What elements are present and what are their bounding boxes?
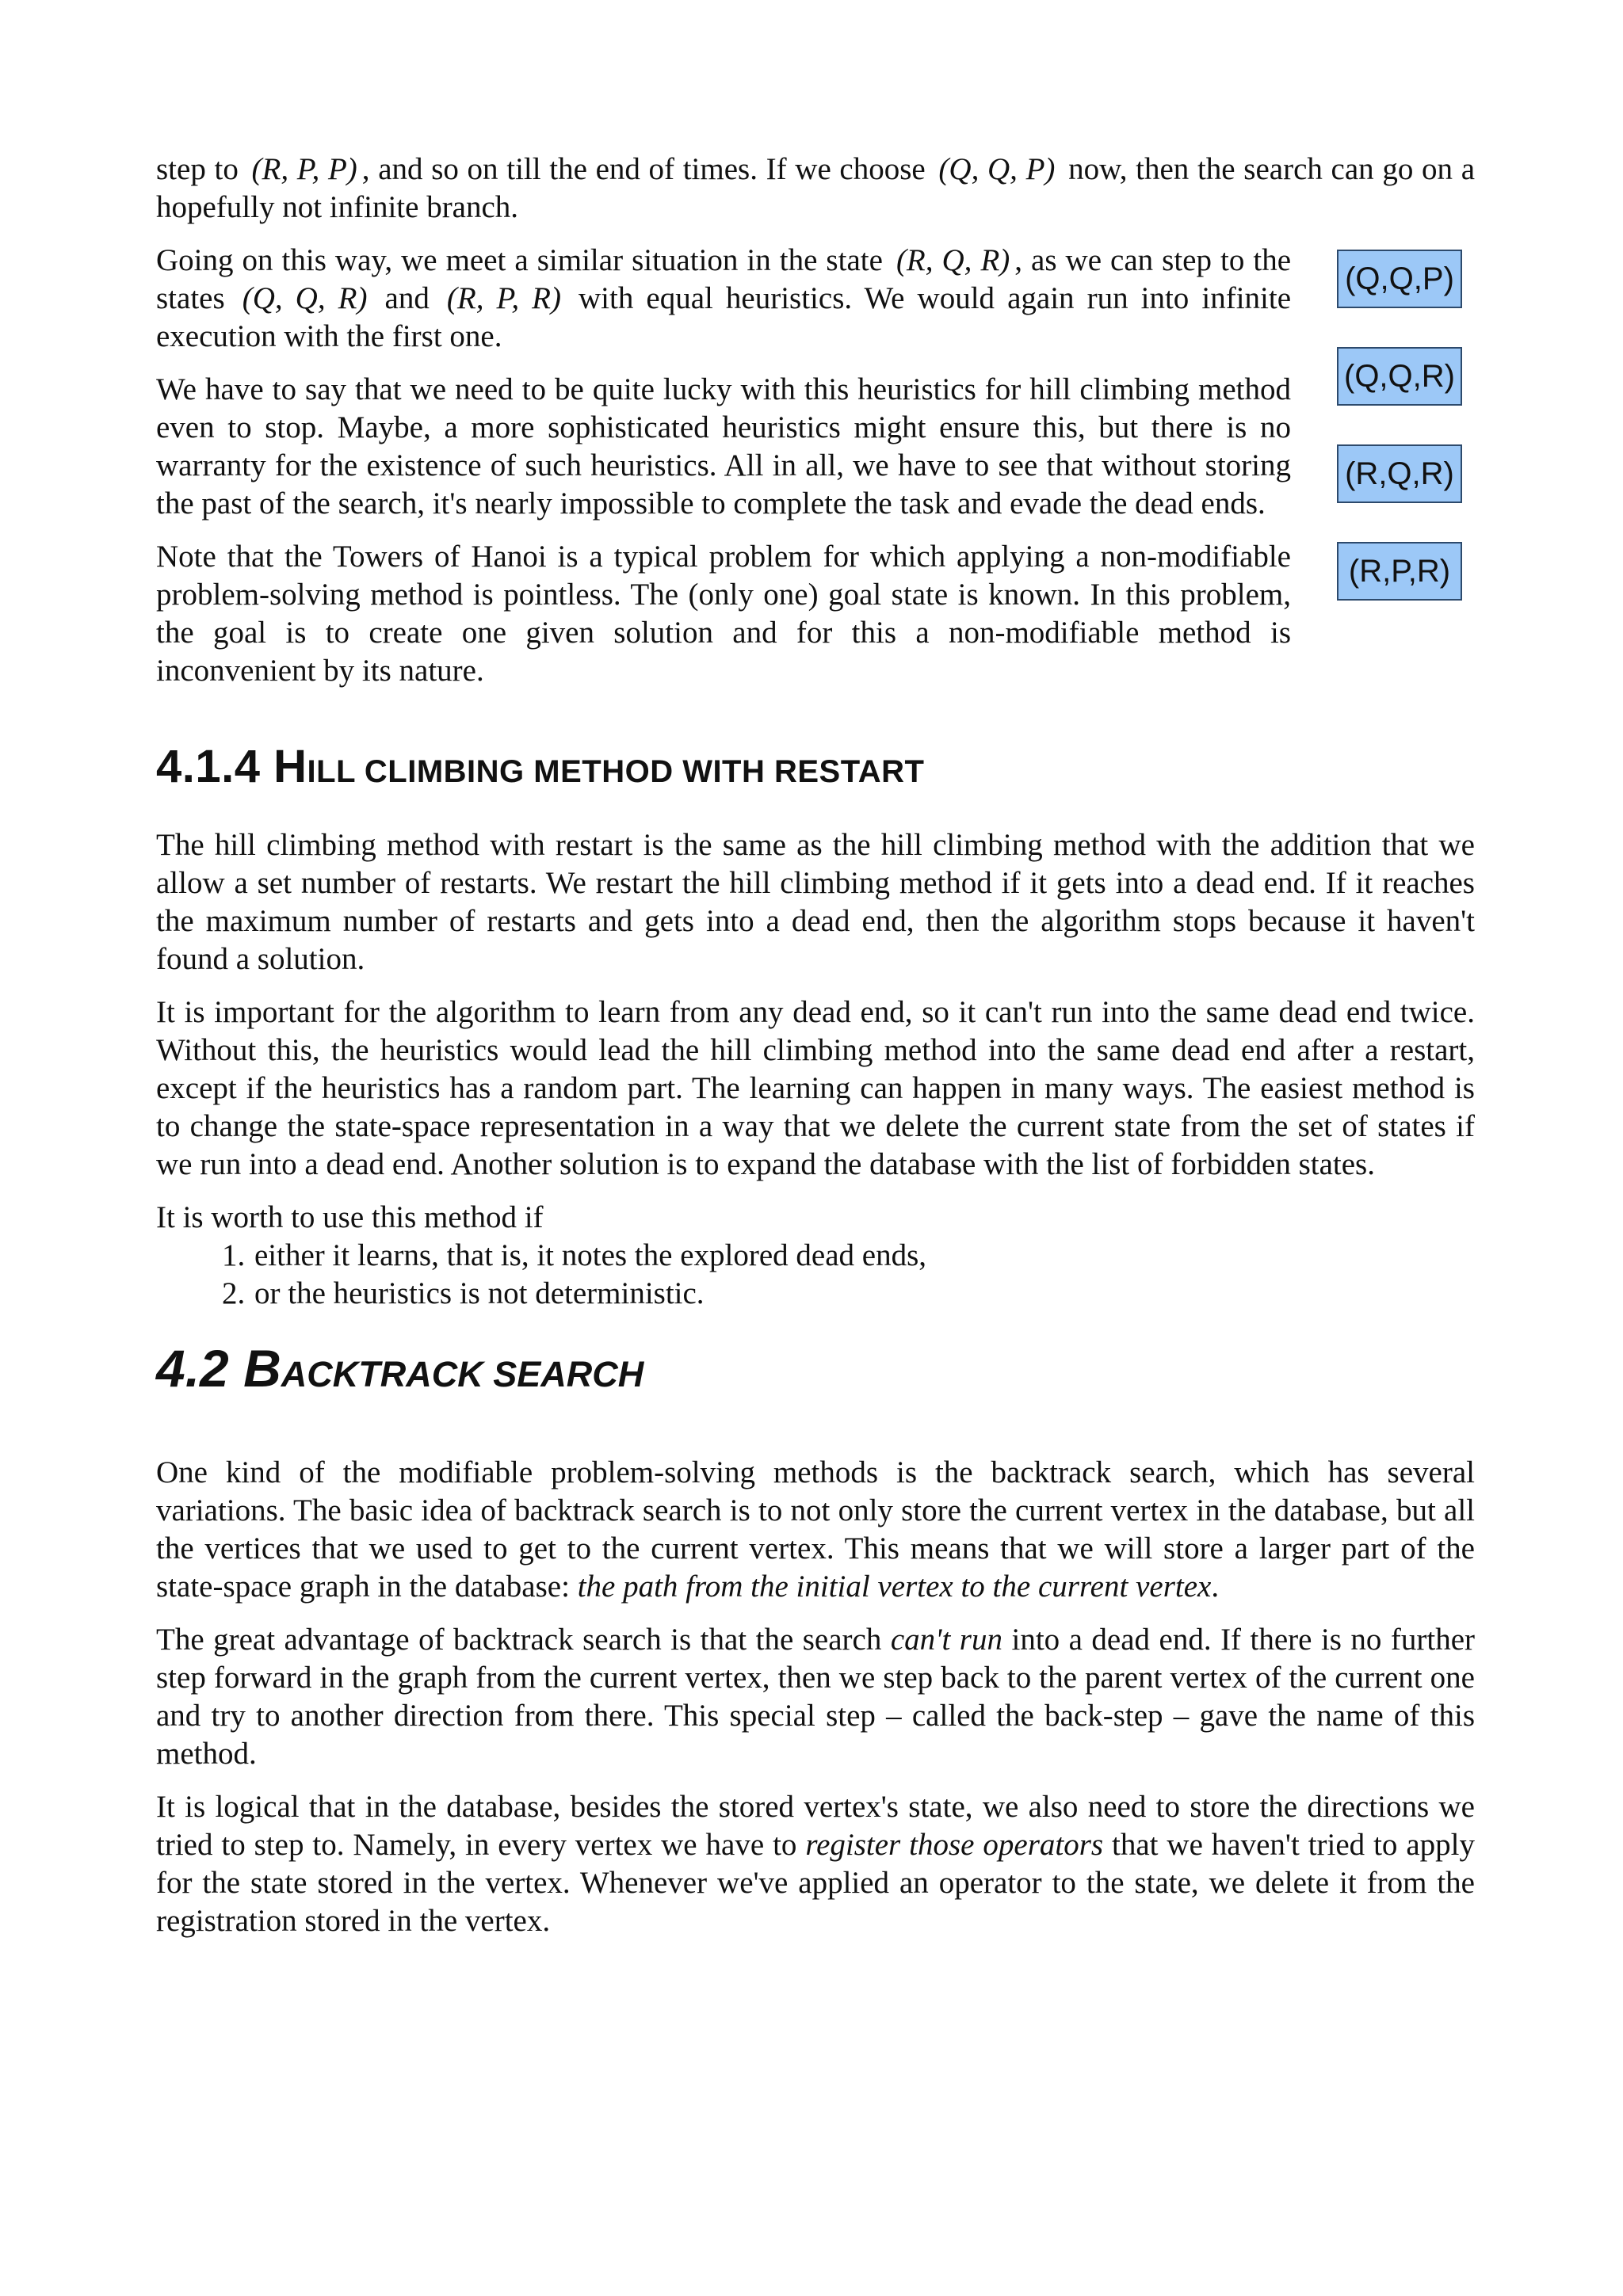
page-content <box>156 151 1475 1940</box>
paragraph-restart-1: The hill climbing method with restart is the same as the hill climbing method with the addition that we allow a set number of restarts. We restart the hill climbing method if it gets into a dead end. If it reaches the maximum number of restarts and gets into a dead end, then the algorithm stops because it haven't found a solution. <box>156 828 1475 976</box>
paragraph-backtrack-1: One kind of the modifiable problem-solving methods is the backtrack search, which has several variations. The basic idea of backtrack search is to not only store the current vertex in the database, but all the vertices that we used to get to the current vertex. This means that we will store a larger part of the state-space graph in the database: the path from the initial vertex to the current vertex. <box>156 1455 1475 1604</box>
state-sequence-figure <box>1324 250 1475 639</box>
paragraph-restart-2: It is important for the algorithm to learn from any dead end, so it can't run into the same dead end twice. Without this, the heuristics would lead the hill climbing method into the same dead end after a restart, except if the heuristics has a random part. The learning can happen in many ways. The easiest method is to change the state-space representation in a way that we delete the current state from the set of states if we run into a dead end. Another solution is to expand the database with the list of forbidden states. <box>156 995 1475 1181</box>
worth-list <box>156 1237 1475 1313</box>
state-box: (Q,Q,P) <box>1337 250 1462 308</box>
math-state-rpr: (R, P, R) <box>446 281 561 315</box>
state-box: (R,P,R) <box>1337 542 1462 601</box>
paragraph-worth: It is worth to use this method if <box>156 1200 544 1234</box>
paragraph-backtrack-2: The great advantage of backtrack search is that the search can't run into a dead end. If there is no further step forward in the graph from the current vertex, then we step back to the parent vertex of the current one and try to another direction from there. This special step – called the back-step – gave the name of this method. <box>156 1623 1476 1771</box>
list-item: 1. either it learns, that is, it notes the explored dead ends, <box>253 1237 1475 1275</box>
paragraph-step-to: step to (R, P, P) , and so on till the end of times. If we choose (Q, Q, P) now, then the search can go on a hopefully not infinite branch. <box>156 152 1476 224</box>
section-heading-4-1-4: 4.1.4 HILL CLIMBING METHOD WITH RESTART <box>156 741 925 792</box>
list-item: 2. or the heuristics is not deterministic. <box>253 1275 1475 1313</box>
paragraph-backtrack-3: It is logical that in the database, besides the stored vertex's state, we also need to store the directions we tried to step to. Namely, in every vertex we have to register those operators that we haven't tried to apply for the state stored in the vertex. Whenever we've applied an operator to the state, we delete it from the registration stored in the vertex. <box>156 1790 1475 1938</box>
state-box: (Q,Q,R) <box>1337 347 1462 406</box>
math-state-rpp: (R, P, P) <box>251 152 357 186</box>
math-state-qqr: (Q, Q, R) <box>242 281 368 315</box>
paragraph-lucky: We have to say that we need to be quite lucky with this heuristics for hill climbing method even to stop. Maybe, a more sophisticated heuristics might ensure this, but there is no warranty for the existence of such heuristics. All in all, we have to see that without storing the past of the search, it's nearly impossible to complete the task and evade the dead ends. <box>156 372 1291 521</box>
paragraph-going-on: Going on this way, we meet a similar situation in the state (R, Q, R) , as we can step to the states (Q, Q, R) and (R, P, R) with equal heuristics. We would again run into infinite execution with the first one. <box>156 243 1292 353</box>
paragraph-hanoi: Note that the Towers of Hanoi is a typical problem for which applying a non-modifiable problem-solving method is pointless. The (only one) goal state is known. In this problem, the goal is to create one given solution and for this a non-modifiable method is inconvenient by its nature. <box>156 540 1291 688</box>
math-state-rqr: (R, Q, R) <box>896 243 1010 277</box>
math-state-qqp: (Q, Q, P) <box>938 152 1056 186</box>
state-box: (R,Q,R) <box>1337 444 1462 503</box>
section-heading-4-2: 4.2 BACKTRACK SEARCH <box>156 1339 644 1398</box>
